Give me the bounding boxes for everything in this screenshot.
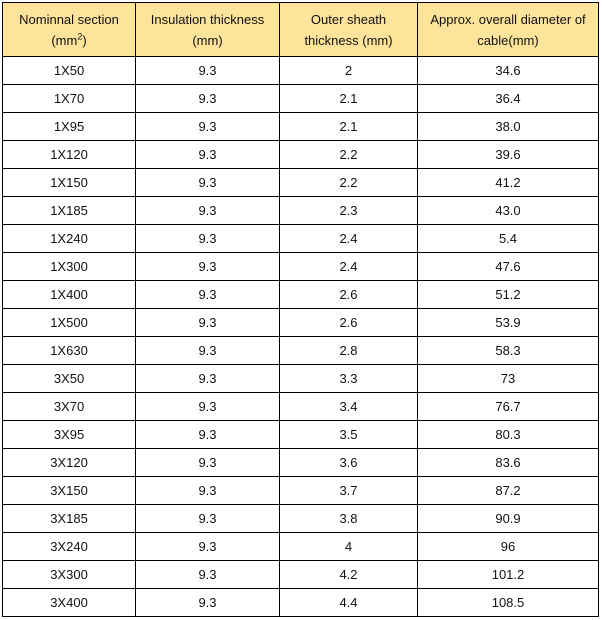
table-row	[3, 57, 599, 85]
table-row	[3, 477, 599, 505]
cell-insulation-thickness: 9.3	[136, 393, 280, 421]
table-row	[3, 365, 599, 393]
table-row	[3, 141, 599, 169]
cell-insulation-thickness: 9.3	[136, 309, 280, 337]
table-row	[3, 225, 599, 253]
table-row	[3, 421, 599, 449]
header-unit-suffix: )	[82, 32, 87, 48]
cell-insulation-thickness: 9.3	[136, 57, 280, 85]
header-overall-diameter-line2: cable(mm)	[477, 32, 539, 48]
cell-overall-diameter: 76.7	[418, 393, 599, 421]
cell-nominal-section: 1X300	[3, 253, 136, 281]
table-row	[3, 113, 599, 141]
cell-outer-sheath-thickness: 3.3	[280, 365, 418, 393]
cell-insulation-thickness: 9.3	[136, 561, 280, 589]
cell-nominal-section: 3X150	[3, 477, 136, 505]
cell-nominal-section: 1X50	[3, 57, 136, 85]
cell-insulation-thickness: 9.3	[136, 197, 280, 225]
cell-outer-sheath-thickness: 3.6	[280, 449, 418, 477]
cell-outer-sheath-thickness: 2.4	[280, 253, 418, 281]
cell-nominal-section: 3X70	[3, 393, 136, 421]
cell-insulation-thickness: 9.3	[136, 589, 280, 617]
cell-nominal-section: 1X95	[3, 113, 136, 141]
table-body	[3, 57, 599, 617]
cell-nominal-section: 1X185	[3, 197, 136, 225]
cell-outer-sheath-thickness: 3.7	[280, 477, 418, 505]
cell-outer-sheath-thickness: 2	[280, 57, 418, 85]
cell-outer-sheath-thickness: 2.1	[280, 113, 418, 141]
cell-nominal-section: 1X500	[3, 309, 136, 337]
cell-overall-diameter: 39.6	[418, 141, 599, 169]
cell-nominal-section: 3X50	[3, 365, 136, 393]
cell-outer-sheath-thickness: 3.5	[280, 421, 418, 449]
header-unit-superscript: 2	[77, 31, 83, 42]
cell-insulation-thickness: 9.3	[136, 533, 280, 561]
table-row	[3, 309, 599, 337]
header-outer-sheath-thickness-line2: thickness (mm)	[304, 32, 393, 48]
cell-insulation-thickness: 9.3	[136, 337, 280, 365]
cell-insulation-thickness: 9.3	[136, 281, 280, 309]
table-row	[3, 197, 599, 225]
cell-nominal-section: 3X120	[3, 449, 136, 477]
cell-nominal-section: 1X630	[3, 337, 136, 365]
table-row	[3, 337, 599, 365]
cell-overall-diameter: 73	[418, 365, 599, 393]
cell-outer-sheath-thickness: 2.8	[280, 337, 418, 365]
table-row	[3, 393, 599, 421]
cell-overall-diameter: 5.4	[418, 225, 599, 253]
cable-spec-table-container	[2, 2, 599, 617]
header-row	[3, 3, 599, 57]
cell-insulation-thickness: 9.3	[136, 85, 280, 113]
header-outer-sheath-thickness-line1: Outer sheath	[310, 11, 387, 27]
header-nominal-section-line1: Nominnal section	[19, 11, 119, 27]
table-row	[3, 169, 599, 197]
cell-outer-sheath-thickness: 2.4	[280, 225, 418, 253]
cell-nominal-section: 3X300	[3, 561, 136, 589]
cell-insulation-thickness: 9.3	[136, 113, 280, 141]
table-row	[3, 449, 599, 477]
header-overall-diameter	[418, 3, 599, 57]
cell-nominal-section: 1X400	[3, 281, 136, 309]
cell-insulation-thickness: 9.3	[136, 253, 280, 281]
cell-nominal-section: 1X150	[3, 169, 136, 197]
cell-insulation-thickness: 9.3	[136, 477, 280, 505]
cell-outer-sheath-thickness: 2.3	[280, 197, 418, 225]
cell-overall-diameter: 96	[418, 533, 599, 561]
cell-outer-sheath-thickness: 3.8	[280, 505, 418, 533]
cell-overall-diameter: 87.2	[418, 477, 599, 505]
cell-overall-diameter: 80.3	[418, 421, 599, 449]
cell-nominal-section: 1X120	[3, 141, 136, 169]
table-header	[3, 3, 599, 57]
cell-insulation-thickness: 9.3	[136, 225, 280, 253]
cell-overall-diameter: 83.6	[418, 449, 599, 477]
cable-spec-table	[2, 2, 599, 617]
cell-nominal-section: 3X400	[3, 589, 136, 617]
cell-overall-diameter: 51.2	[418, 281, 599, 309]
cell-overall-diameter: 34.6	[418, 57, 599, 85]
cell-nominal-section: 1X70	[3, 85, 136, 113]
cell-insulation-thickness: 9.3	[136, 169, 280, 197]
cell-insulation-thickness: 9.3	[136, 421, 280, 449]
table-row	[3, 85, 599, 113]
table-row	[3, 589, 599, 617]
table-row	[3, 533, 599, 561]
cell-outer-sheath-thickness: 2.1	[280, 85, 418, 113]
cell-outer-sheath-thickness: 4.2	[280, 561, 418, 589]
cell-nominal-section: 3X240	[3, 533, 136, 561]
header-nominal-section	[3, 3, 136, 57]
header-unit-prefix: (mm	[51, 32, 78, 48]
cell-overall-diameter: 47.6	[418, 253, 599, 281]
table-row	[3, 253, 599, 281]
cell-nominal-section: 1X240	[3, 225, 136, 253]
header-nominal-section-line2	[3, 30, 135, 51]
cell-overall-diameter: 53.9	[418, 309, 599, 337]
cell-outer-sheath-thickness: 4	[280, 533, 418, 561]
cell-overall-diameter: 58.3	[418, 337, 599, 365]
cell-overall-diameter: 36.4	[418, 85, 599, 113]
cell-insulation-thickness: 9.3	[136, 505, 280, 533]
header-insulation-thickness-line1: Insulation thickness	[150, 11, 265, 27]
table-row	[3, 281, 599, 309]
cell-overall-diameter: 43.0	[418, 197, 599, 225]
cell-overall-diameter: 41.2	[418, 169, 599, 197]
cell-overall-diameter: 101.2	[418, 561, 599, 589]
header-insulation-thickness-line2: (mm)	[192, 32, 223, 48]
cell-outer-sheath-thickness: 3.4	[280, 393, 418, 421]
header-insulation-thickness	[136, 3, 280, 57]
cell-overall-diameter: 108.5	[418, 589, 599, 617]
cell-insulation-thickness: 9.3	[136, 141, 280, 169]
cell-outer-sheath-thickness: 2.6	[280, 309, 418, 337]
cell-overall-diameter: 90.9	[418, 505, 599, 533]
cell-overall-diameter: 38.0	[418, 113, 599, 141]
cell-nominal-section: 3X95	[3, 421, 136, 449]
cell-outer-sheath-thickness: 4.4	[280, 589, 418, 617]
cell-insulation-thickness: 9.3	[136, 365, 280, 393]
cell-nominal-section: 3X185	[3, 505, 136, 533]
header-outer-sheath-thickness	[280, 3, 418, 57]
cell-outer-sheath-thickness: 2.2	[280, 141, 418, 169]
cell-outer-sheath-thickness: 2.2	[280, 169, 418, 197]
table-row	[3, 561, 599, 589]
header-overall-diameter-line1: Approx. overall diameter of	[430, 11, 586, 27]
table-row	[3, 505, 599, 533]
cell-insulation-thickness: 9.3	[136, 449, 280, 477]
cell-outer-sheath-thickness: 2.6	[280, 281, 418, 309]
